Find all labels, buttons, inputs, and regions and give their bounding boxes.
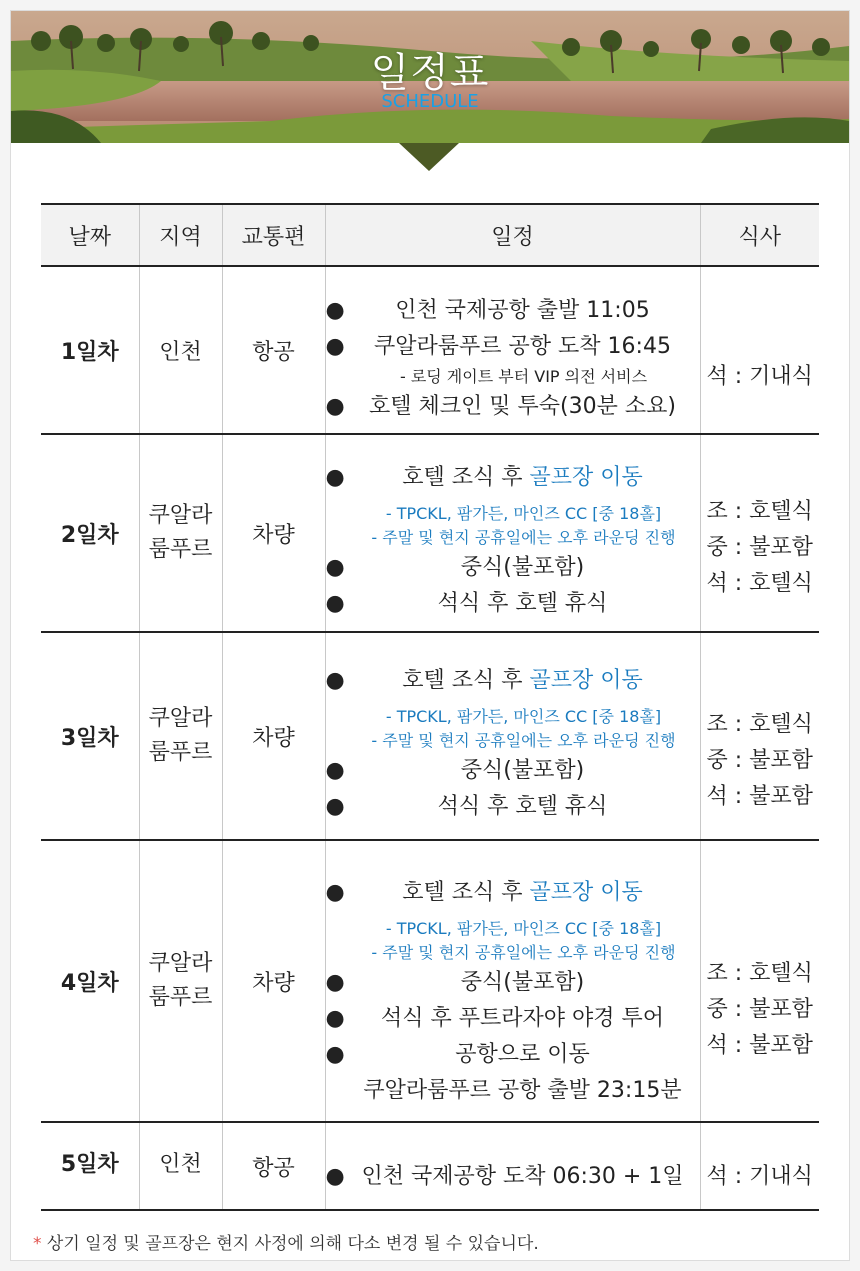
bullet-icon: ● — [325, 970, 345, 995]
schedule-item: ● 중식(불포함) — [326, 550, 700, 586]
region-cell: 인천 — [139, 1122, 222, 1210]
golf-course-banner — [11, 11, 849, 143]
schedule-note: - 주말 및 현지 공휴일에는 오후 라운딩 진행 — [371, 731, 676, 750]
transport-cell: 차량 — [222, 840, 325, 1122]
bullet-icon: ● — [325, 555, 345, 580]
meal-line: 석 : 기내식 — [706, 363, 813, 389]
meal-line: 조 : 호텔식 — [706, 961, 813, 986]
banner-pointer-arrow — [399, 143, 459, 171]
schedule-item: ● 호텔 조식 후 골프장 이동 — [326, 460, 700, 496]
meal-line: 조 : 호텔식 — [706, 499, 813, 524]
schedule-item: ● 석식 후 푸트라자야 야경 투어 — [326, 1001, 700, 1037]
meal-cell — [700, 632, 819, 840]
page-subtitle: SCHEDULE — [381, 91, 479, 112]
schedule-note: - 로딩 게이트 부터 VIP 의전 서비스 — [399, 366, 648, 386]
table-row — [41, 1122, 819, 1210]
page-title: 일정표 — [370, 50, 490, 96]
schedule-item: ● 중식(불포함) — [326, 753, 700, 789]
schedule-note: - TPCKL, 팜가든, 마인즈 CC [중 18홀] — [385, 707, 662, 726]
meal-line: 중 : 불포함 — [706, 748, 813, 773]
day-cell: 5일차 — [41, 1122, 139, 1210]
region-cell: 인천 — [139, 266, 222, 434]
bullet-icon: ● — [325, 668, 345, 693]
schedule-item: ● 쿠알라룸푸르 공항 도착 16:45 — [326, 329, 700, 365]
meal-cell — [700, 266, 819, 434]
meal-line: 석 : 기내식 — [706, 1164, 813, 1189]
column-header-region: 지역 — [139, 204, 222, 266]
column-header-meal: 식사 — [700, 204, 819, 266]
schedule-item: ● 호텔 조식 후 골프장 이동 — [326, 663, 700, 699]
meal-line: 석 : 불포함 — [706, 1033, 813, 1058]
day-cell: 1일차 — [41, 266, 139, 434]
schedule-continuation: 쿠알라룸푸르 공항 출발 23:15분 — [363, 1078, 682, 1103]
meal-cell — [700, 434, 819, 632]
table-row — [41, 434, 819, 632]
transport-cell: 차량 — [222, 632, 325, 840]
day-cell: 3일차 — [41, 632, 139, 840]
bullet-icon: ● — [325, 1164, 345, 1189]
day-cell: 4일차 — [41, 840, 139, 1122]
schedule-cell — [325, 434, 700, 632]
table-row — [41, 840, 819, 1122]
schedule-cell — [325, 1122, 700, 1210]
footnote-text: 상기 일정 및 골프장은 현지 사정에 의해 다소 변경 될 수 있습니다. — [41, 1234, 539, 1254]
schedule-table — [41, 203, 819, 1211]
schedule-note: - TPCKL, 팜가든, 마인즈 CC [중 18홀] — [385, 504, 662, 523]
transport-cell: 항공 — [222, 1122, 325, 1210]
schedule-item: ● 인천 국제공항 출발 11:05 — [326, 293, 700, 329]
bullet-icon: ● — [325, 465, 345, 490]
schedule-note: - 주말 및 현지 공휴일에는 오후 라운딩 진행 — [371, 528, 676, 547]
bullet-icon: ● — [325, 758, 345, 783]
golf-move-highlight: 골프장 이동 — [529, 668, 643, 693]
region-cell: 쿠알라 룸푸르 — [139, 840, 222, 1122]
transport-cell: 항공 — [222, 266, 325, 434]
table-header-row — [41, 204, 819, 266]
meal-cell — [700, 1122, 819, 1210]
bullet-icon: ● — [325, 1042, 345, 1067]
schedule-card — [10, 10, 850, 1261]
table-row — [41, 266, 819, 434]
schedule-item: ● 공항으로 이동 — [326, 1037, 700, 1073]
day-cell: 2일차 — [41, 434, 139, 632]
bullet-icon: ● — [325, 297, 345, 323]
bullet-icon: ● — [325, 393, 345, 419]
golf-move-highlight: 골프장 이동 — [529, 880, 643, 905]
region-cell: 쿠알라 룸푸르 — [139, 632, 222, 840]
schedule-cell — [325, 266, 700, 434]
bullet-icon: ● — [325, 591, 345, 616]
meal-cell — [700, 840, 819, 1122]
region-cell: 쿠알라 룸푸르 — [139, 434, 222, 632]
schedule-item: ● 중식(불포함) — [326, 965, 700, 1001]
column-header-schedule: 일정 — [325, 204, 700, 266]
meal-line: 석 : 불포함 — [706, 784, 813, 809]
transport-cell: 차량 — [222, 434, 325, 632]
meal-line: 중 : 불포함 — [706, 997, 813, 1022]
meal-line: 조 : 호텔식 — [706, 712, 813, 737]
schedule-cell — [325, 840, 700, 1122]
meal-line: 석 : 호텔식 — [706, 571, 813, 596]
table-row — [41, 632, 819, 840]
schedule-note: - 주말 및 현지 공휴일에는 오후 라운딩 진행 — [371, 943, 676, 962]
schedule-cell — [325, 632, 700, 840]
schedule-item: ● 호텔 체크인 및 투숙(30분 소요) — [326, 389, 700, 425]
golf-move-highlight: 골프장 이동 — [529, 465, 643, 490]
bullet-icon: ● — [325, 333, 345, 359]
column-header-transport: 교통편 — [222, 204, 325, 266]
meal-line: 중 : 불포함 — [706, 535, 813, 560]
bullet-icon: ● — [325, 880, 345, 905]
schedule-item: ● 호텔 조식 후 골프장 이동 — [326, 875, 700, 911]
schedule-item: ● 석식 후 호텔 휴식 — [326, 789, 700, 825]
schedule-item: ● 인천 국제공항 도착 06:30 + 1일 — [326, 1159, 700, 1195]
schedule-item: ● 석식 후 호텔 휴식 — [326, 586, 700, 622]
asterisk-icon: * — [33, 1234, 42, 1254]
footnote — [33, 1229, 539, 1254]
column-header-date: 날짜 — [41, 204, 139, 266]
bullet-icon: ● — [325, 794, 345, 819]
bullet-icon: ● — [325, 1006, 345, 1031]
schedule-note: - TPCKL, 팜가든, 마인즈 CC [중 18홀] — [385, 919, 662, 938]
